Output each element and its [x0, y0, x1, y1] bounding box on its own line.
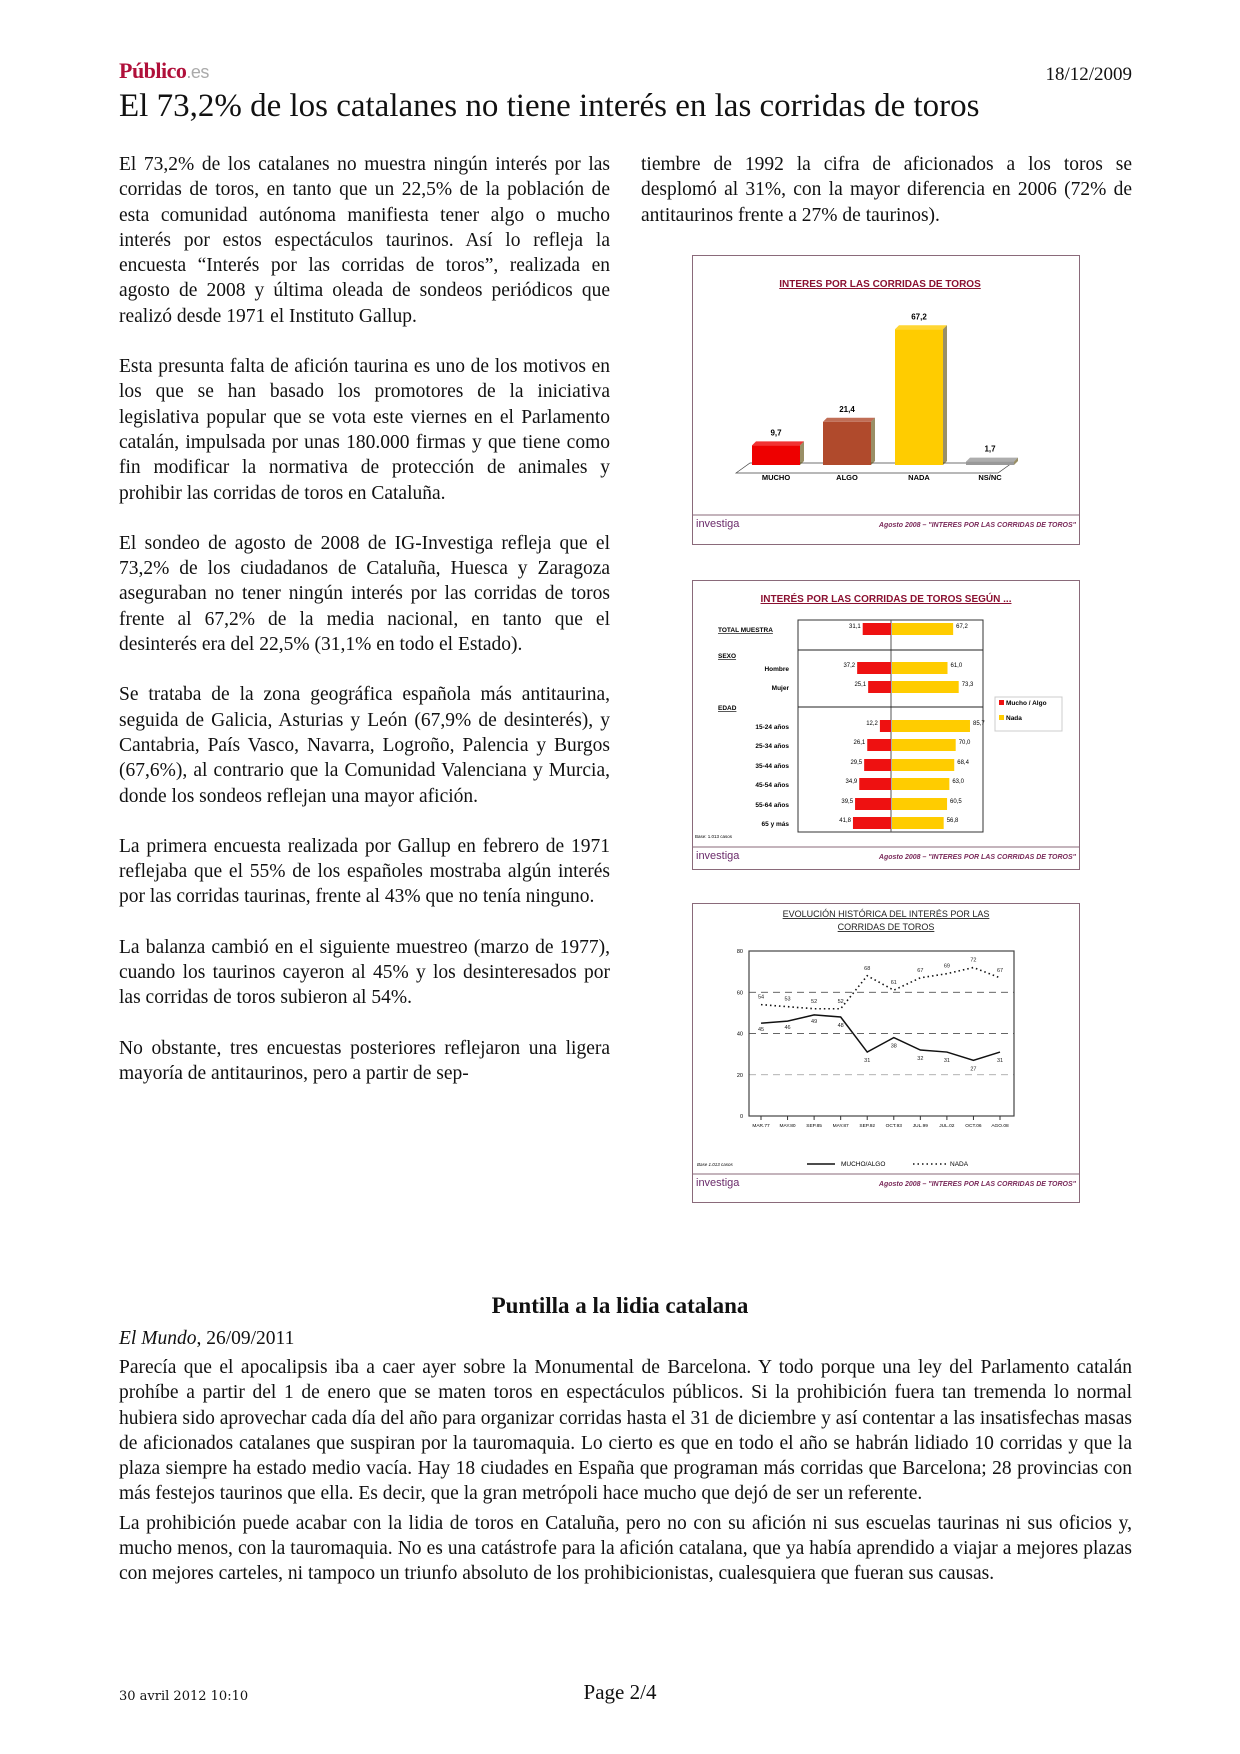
x-tick-label: OCT.93 [885, 1124, 902, 1129]
y-tick-label: 20 [736, 1072, 743, 1079]
bar-top [966, 458, 1018, 462]
bar-top [823, 418, 875, 422]
group-label: SEXO [718, 653, 737, 660]
bar-mucho-algo [857, 662, 891, 674]
category-label: ALGO [836, 473, 858, 482]
bar-nada [892, 817, 944, 829]
data-label: 38 [890, 1043, 897, 1050]
bar-nada [892, 681, 959, 693]
source-date: , 26/09/2011 [196, 1328, 295, 1349]
bar-nada [892, 662, 948, 674]
category-label: NADA [908, 473, 930, 482]
category-label: MUCHO [761, 473, 791, 482]
data-label: 32 [917, 1056, 924, 1062]
value-label: 37,2 [843, 663, 856, 669]
chart-title: INTERES POR LAS CORRIDAS DE TOROS [779, 279, 981, 290]
base-note: Base 1.013 casos [697, 1162, 733, 1167]
bar-value-label: 1,7 [984, 444, 996, 454]
value-label: 31,1 [849, 624, 861, 630]
value-label: 25,1 [854, 682, 867, 688]
value-label: 61,0 [950, 663, 963, 669]
value-label: 39,5 [841, 799, 854, 805]
data-label: 67 [917, 967, 924, 974]
bar-mucho-algo [864, 759, 891, 771]
chart-title: EVOLUCIÓN HISTÓRICA DEL INTERÉS POR LAS [782, 909, 990, 919]
line-mucho-algo [761, 1015, 1000, 1060]
article-source [119, 1328, 294, 1350]
paragraph: El sondeo de agosto de 2008 de IG-Investiga refleja que el 73,2% de los ciudadanos de Cataluña, Huesca y Zaragoza aseguraban no tener ningún interés por las corridas de toros frente al 67,2% de la media nacional, en tanto que el desinterés era del 22,5% (31,1% en todo el Estado). [119, 532, 610, 656]
investiga-logo: investiga [696, 1177, 740, 1189]
y-tick-label: 0 [739, 1114, 743, 1120]
source-name: El Mundo [119, 1328, 197, 1349]
chart-title: INTERÉS POR LAS CORRIDAS DE TOROS SEGÚN ... [760, 594, 1012, 605]
paragraph: La primera encuesta realizada por Gallup en febrero de 1971 reflejaba que el 55% de los españoles mostraba algún interés por las corridas taurinas, frente al 43% que no tenía ninguno. [119, 835, 610, 908]
bar-value-label: 9,7 [770, 428, 782, 438]
legend-label: Nada [1006, 715, 1022, 722]
legend-label: NADA [950, 1161, 969, 1168]
row-label: 45-54 años [755, 782, 789, 789]
bar-value-label: 21,4 [839, 404, 855, 414]
publico-logo [119, 58, 209, 84]
bar-mucho [752, 445, 800, 465]
value-label: 12,2 [866, 721, 878, 727]
row-label: 35-44 años [755, 763, 789, 770]
value-label: 85,7 [972, 721, 985, 727]
value-label: 67,2 [956, 624, 968, 630]
chart-frame [693, 256, 1080, 545]
paragraph: No obstante, tres encuestas posteriores reflejaron una ligera mayoría de antitaurinos, pero a partir de sep- [119, 1037, 610, 1084]
chart-caption: Agosto 2008 – "INTERES POR LAS CORRIDAS DE TOROS" [878, 854, 1076, 861]
data-label: 31 [943, 1058, 950, 1065]
right-column [641, 152, 1132, 253]
row-label: 55-64 años [755, 802, 789, 809]
value-label: 63,0 [952, 779, 965, 785]
interest-bar-chart [692, 255, 1080, 545]
data-label: 46 [784, 1025, 791, 1032]
legend-swatch [999, 715, 1004, 720]
chart-caption: Agosto 2008 – "INTERES POR LAS CORRIDAS DE TOROS" [878, 1181, 1076, 1188]
value-label: 60,5 [950, 799, 962, 805]
bar-side [800, 441, 804, 465]
value-label: 68,4 [957, 760, 969, 766]
row-label: 15-24 años [755, 724, 789, 731]
value-label: 26,1 [853, 740, 866, 746]
bar-mucho-algo [855, 798, 891, 810]
x-tick-label: SEP.92 [859, 1124, 876, 1129]
logo-suffix: .es [186, 62, 209, 82]
article-body [119, 1355, 1132, 1591]
bar-nada [892, 720, 970, 732]
data-label: 31 [996, 1058, 1004, 1065]
chart-caption: Agosto 2008 – "INTERES POR LAS CORRIDAS DE TOROS" [878, 522, 1076, 529]
bar-algo [823, 422, 871, 465]
row-label: TOTAL MUESTRA [718, 627, 773, 634]
x-tick-label: JUL.99 [912, 1124, 928, 1129]
logo-main: Público [119, 58, 187, 83]
data-label: 45 [757, 1027, 765, 1034]
bar-value-label: 67,2 [911, 312, 927, 322]
data-label: 67 [996, 967, 1004, 974]
bar-nada [892, 759, 954, 771]
data-label: 68 [864, 965, 871, 972]
data-label: 69 [943, 963, 950, 970]
data-label: 72 [970, 957, 977, 964]
bar-mucho-algo [867, 739, 891, 751]
x-tick-label: SEP.85 [806, 1124, 822, 1129]
value-label: 73,3 [961, 682, 974, 688]
data-label: 27 [970, 1066, 977, 1073]
data-label: 52 [811, 998, 818, 1005]
x-tick-label: MAY.87 [832, 1124, 849, 1129]
paragraph: La balanza cambió en el siguiente muestreo (marzo de 1977), cuando los taurinos cayeron al 45% y los desinteresados por las corridas de toros subieron al 54%. [119, 936, 610, 1009]
historical-evolution-chart [692, 903, 1080, 1203]
x-tick-label: MAY.80 [779, 1124, 796, 1129]
value-label: 29,5 [850, 760, 863, 766]
paragraph: tiembre de 1992 la cifra de aficionados a los toros se desplomó al 31%, con la mayor diferencia en 2006 (72% de antitaurinos frente a 27% de taurinos). [641, 154, 1132, 226]
category-label: NS/NC [978, 473, 1002, 482]
value-label: 34,9 [845, 779, 858, 785]
paragraph: Esta presunta falta de afición taurina es uno de los motivos en los que se han basado los promotores de la iniciativa legislativa popular que se vota este viernes en el Parlamento catalán, impulsada por unas 180.000 firmas y que tiene como fin modificar la normativa de protección de animales y prohibir las corridas de toros en Cataluña. [119, 356, 610, 504]
article-date: 18/12/2009 [1045, 64, 1132, 85]
bar-nada [892, 623, 953, 635]
legend-label: Mucho / Algo [1006, 700, 1047, 707]
bar-nada [895, 329, 943, 465]
left-column [119, 152, 610, 1111]
data-label: 31 [864, 1058, 871, 1065]
data-label: 49 [811, 1018, 818, 1025]
investiga-logo: investiga [696, 850, 740, 862]
group-label: EDAD [718, 705, 737, 712]
print-timestamp: 30 avril 2012 10:10 [119, 1689, 249, 1704]
bar-side [943, 325, 947, 465]
page-number: Page 2/4 [583, 1680, 657, 1704]
x-tick-label: MAR.77 [752, 1124, 770, 1129]
chart-frame [693, 904, 1080, 1203]
interest-by-segment-chart [692, 580, 1080, 870]
paragraph: La prohibición puede acabar con la lidia de toros en Cataluña, pero no con su afición ni sus escuelas taurinas ni sus oficios y, mucho menos, con la tauromaquia. No es una catástrofe para la afición catalana, que ya había aprendido a viajar a mejores plazas con mejores carteles, ni tampoco un triunfo absoluto de los prohibicionistas, cualesquiera que fueran sus causas. [119, 1512, 1132, 1585]
data-label: 48 [837, 1023, 844, 1029]
bar-side [871, 418, 875, 465]
row-label: Mujer [771, 685, 789, 692]
article-title: El 73,2% de los catalanes no tiene interés en las corridas de toros [119, 88, 980, 124]
data-label: 54 [757, 994, 765, 1001]
row-label: Hombre [764, 666, 789, 673]
bar-nsnc [966, 462, 1014, 465]
paragraph: Se trataba de la zona geográfica española más antitaurina, seguida de Galicia, Asturias y León (67,9% de desinterés), y Cantabria, País Vasco, Navarra, Logroño, Palencia y Burgos (67,6%), al contrario que la Comunidad Valenciana y Murcia, donde los sondeos reflejan una mayor afición. [119, 684, 610, 807]
chart-title: CORRIDAS DE TOROS [837, 922, 935, 932]
x-tick-label: OCT.06 [965, 1124, 982, 1129]
data-label: 61 [890, 980, 897, 987]
value-label: 41,8 [839, 818, 851, 824]
bar-nada [892, 739, 956, 751]
legend-label: MUCHO/ALGO [841, 1161, 886, 1168]
y-tick-label: 40 [736, 1031, 743, 1038]
bar-mucho-algo [880, 720, 891, 732]
data-label: 53 [784, 996, 791, 1003]
bar-nada [892, 778, 949, 790]
row-label: 25-34 años [755, 743, 789, 750]
paragraph: El 73,2% de los catalanes no muestra ningún interés por las corridas de toros, en tanto que un 22,5% de la población de esta comunidad autónoma manifiesta tener algo o mucho interés por estos espectáculos taurinos. Así lo refleja la encuesta “Interés por las corridas de toros”, realizada en agosto de 2008 y última oleada de sondeos periódicos que realizó desde 1971 el Instituto Gallup. [119, 154, 610, 327]
bar-mucho-algo [859, 778, 891, 790]
x-tick-label: JUL.02 [939, 1124, 955, 1129]
data-label: 52 [837, 998, 844, 1005]
bar-top [752, 441, 804, 445]
legend-swatch [999, 700, 1004, 705]
row-label: 65 y más [761, 821, 789, 828]
paragraph: Parecía que el apocalipsis iba a caer ayer sobre la Monumental de Barcelona. Y todo porque una ley del Parlamento catalán prohíbe a partir del 1 de enero que se maten toros en espectáculos públicos. Si la prohibición fuera tan tremenda lo normal hubiera sido aprovechar cada día del año para organizar corridas hasta el 31 de diciembre y así contentar a las insatisfechas masas de aficionados catalanes que suspiran por la tauromaquia. Lo cierto es que en todo el año se habrán lidiado 10 corridas y que la plaza siempre ha estado medio vacía. Hay 18 ciudades en España que programan más corridas que Barcelona; 28 provincias con más festejos taurinos que ella. Es decir, que la gran metrópoli hace mucho que dejó de ser un referente. [119, 1357, 1132, 1505]
y-tick-label: 60 [736, 990, 743, 997]
x-tick-label: AGO.08 [991, 1124, 1009, 1129]
bar-mucho-algo [863, 623, 891, 635]
bar-mucho-algo [868, 681, 891, 693]
base-note: Base: 1.013 casos [695, 834, 733, 839]
value-label: 56,8 [946, 818, 959, 824]
bar-nada [892, 798, 947, 810]
investiga-logo: investiga [696, 518, 740, 530]
bar-mucho-algo [853, 817, 891, 829]
section-title: Puntilla a la lidia catalana [491, 1293, 749, 1318]
y-tick-label: 80 [736, 949, 743, 955]
value-label: 70,0 [958, 740, 971, 746]
bar-top [895, 325, 947, 329]
